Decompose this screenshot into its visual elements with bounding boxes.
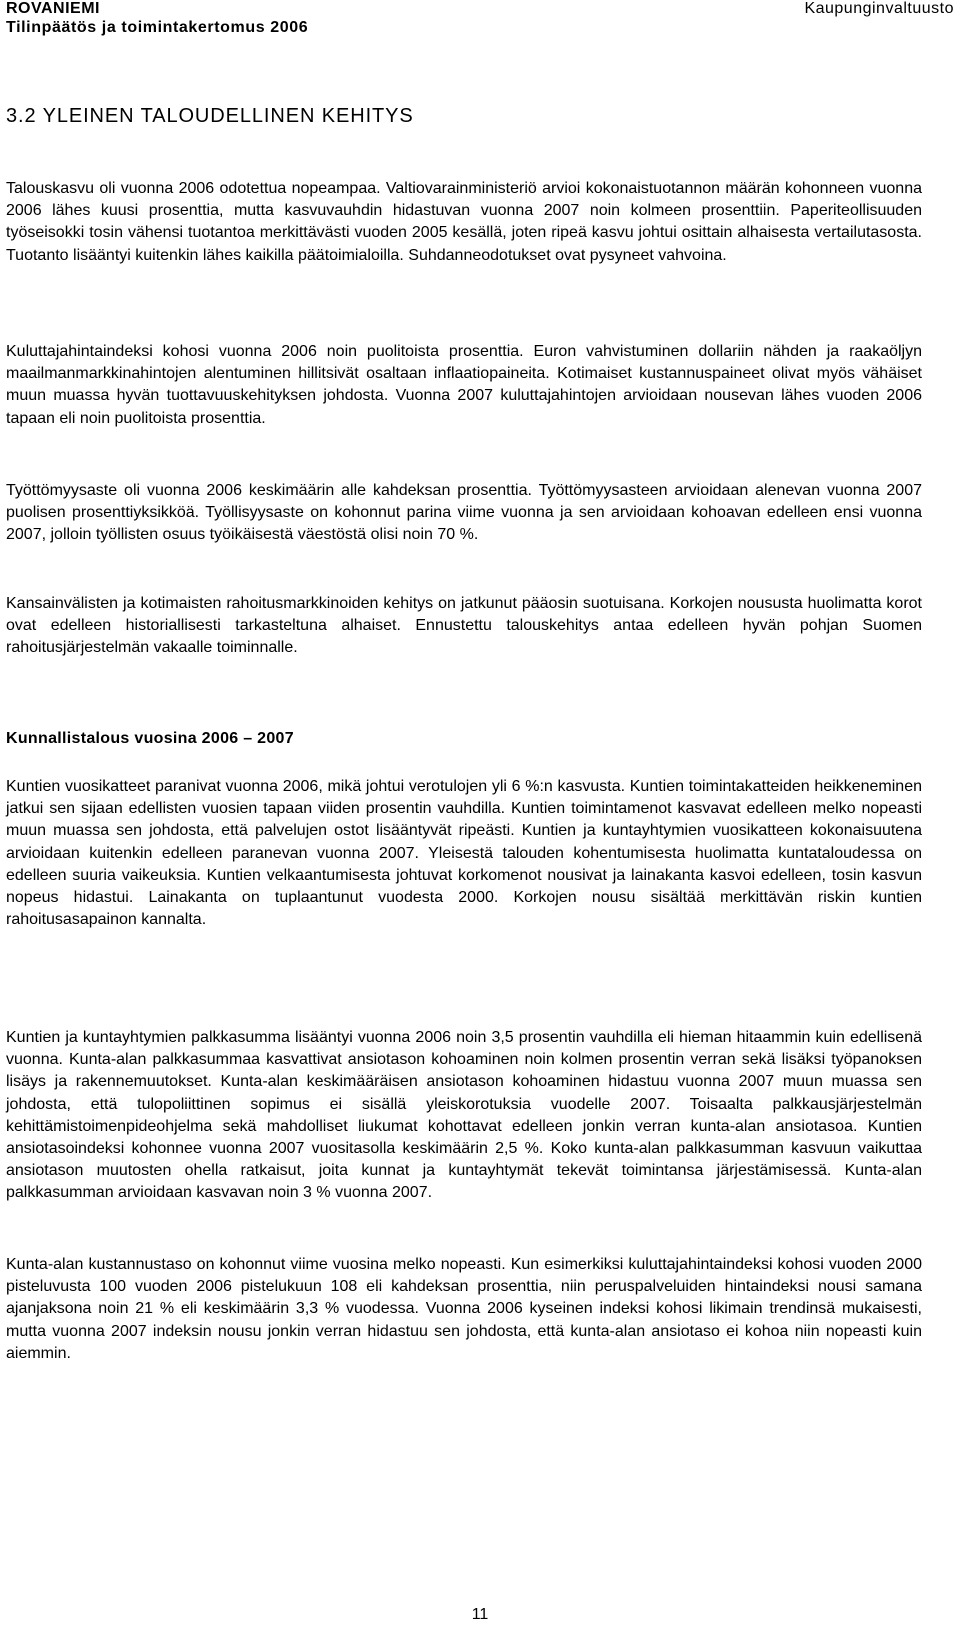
document-title: Tilinpäätös ja toimintakertomus 2006 [6,19,309,36]
page-number: 11 [471,1606,489,1623]
paragraph-unemployment: Työttömyysaste oli vuonna 2006 keskimäärin alle kahdeksan prosenttia. Työttömyysasteen arvioidaan alenevan vuonna 2007 puolisen prosenttiyksikköä. Työllisyysaste on kohonnut parina viime vuonna ja sen arvioidaan kohoavan edelleen ensi vuonna 2007, jolloin työllisten osuus työikäisestä väestöstä olisi noin 70 %. [6,482,922,544]
paragraph-economic-growth: Talouskasvu oli vuonna 2006 odotettua nopeampaa. Valtiovarainministeriö arvioi kokonaistuotannon määrän kohonneen vuonna 2006 lähes kuusi prosenttia, mutta kasvuvauhdin hidastuvan vuonna 2007 noin kolmeen prosenttiin. Paperiteollisuuden työseisokki tosin vähensi tuotantoa merkittävästi vuoden 2005 kesällä, joten ripeä kasvu johtui osittain alhaisesta vertailutasosta. Tuotanto lisääntyi kuitenkin lähes kaikilla päätoimialoilla. Suhdanneodotukset ovat pysyneet vahvoina. [6,180,922,264]
council-name: Kaupunginvaltuusto [804,0,954,17]
paragraph-consumer-prices: Kuluttajahintaindeksi kohosi vuonna 2006 noin puolitoista prosenttia. Euron vahvistuminen dollariin nähden ja raakaöljyn maailmanmarkkinahintojen alentuminen hillitsivät osaltaan inflaatiopaineita. Kotimaiset kustannuspaineet olivat myös vähäiset muun muassa hyvän tuottavuuskehityksen johdosta. Vuonna 2007 kuluttajahintojen arvioidaan nousevan lähes vuoden 2006 tapaan eli noin puolitoista prosenttia. [6,343,922,427]
section-title: 3.2 YLEINEN TALOUDELLINEN KEHITYS [6,105,414,127]
paragraph-cost-level: Kunta-alan kustannustaso on kohonnut viime vuosina melko nopeasti. Kun esimerkiksi kuluttajahintaindeksi kohosi vuoden 2000 pisteluvusta 100 vuoden 2006 pistelukuun 108 eli kahdeksan prosenttia, niin peruspalveluiden hintaindeksi nousi samana ajanjaksona noin 21 % eli keskimäärin 3,3 % vuodessa. Vuonna 2006 kyseinen indeksi kohosi likimain trendinsä mukaisesti, mutta vuonna 2007 indeksin nousu jonkin verran hidastuu sen johdosta, että kunta-alan ansiotaso ei kohoa niin nopeasti kuin aiemmin. [6,1256,922,1362]
paragraph-payroll: Kuntien ja kuntayhtymien palkkasumma lisääntyi vuonna 2006 noin 3,5 prosentin vauhdilla eli hieman hitaammin kuin edellisenä vuonna. Kunta-alan palkkasummaa kasvattivat ansiotason kohoaminen noin kolmen prosentin verran sekä lisäksi työpanoksen lisäys ja rakennemuutokset. Kunta-alan keskimääräisen ansiotason kohoaminen hidastuu vuonna 2007 muun muassa sen johdosta, että tulopoliittinen sopimus ei sisällä yleiskorotuksia vuodelle 2007. Toisaalta palkkausjärjestelmän kehittämistoimenpideohjelma sekä mahdolliset liukumat kohottavat edelleen jonkin verran kunta-alan ansiotasoa. Kuntien ansiotasoindeksi kohonnee vuonna 2007 vuositasolla keskimäärin 2,5 %. Koko kunta-alan palkkasumman kasvuun vaikuttaa ansiotason muutosten ohella ratkaisut, joita kunnat ja kuntayhtymät tekevät toimintansa järjestämisessä. Kunta-alan palkkasumman arvioidaan kasvavan noin 3 % vuonna 2007. [6,1029,922,1202]
organization-name: ROVANIEMI [6,0,100,17]
paragraph-municipal-margins: Kuntien vuosikatteet paranivat vuonna 2006, mikä johtui verotulojen yli 6 %:n kasvusta. Kuntien toimintakatteiden heikkeneminen jatkui sen sijaan edellisten vuosien tapaan viiden prosentin vauhdilla. Kuntien toimintamenot kasvavat edelleen melko nopeasti muun muassa sen johdosta, että palvelujen ostot lisääntyvät ripeästi. Kuntien ja kuntayhtymien vuosikatteen kokonaisuutena arvioidaan kuitenkin edelleen paranevan vuonna 2007. Yleisestä talouden kohentumisesta huolimatta kuntataloudessa on edelleen suuria vaikeuksia. Kuntien velkaantumisesta johtuvat korkomenot nousivat ja lainakanta kasvoi edelleen, tosin kasvun nopeus hidastui. Lainakanta on tuplaantunut vuodesta 2000. Korkojen nousu sisältää merkittävän riskin kuntien rahoitusasapainon kannalta. [6,778,922,929]
paragraph-financial-markets: Kansainvälisten ja kotimaisten rahoitusmarkkinoiden kehitys on jatkunut pääosin suotuisana. Korkojen noususta huolimatta korot ovat edelleen historiallisesti tarkasteltuna alhaiset. Ennustettu talouskehitys antaa edelleen hyvän pohjan Suomen rahoitusjärjestelmän vakaalle toiminnalle. [6,595,922,657]
subsection-title: Kunnallistalous vuosina 2006 – 2007 [6,730,294,747]
page-header [6,0,954,44]
